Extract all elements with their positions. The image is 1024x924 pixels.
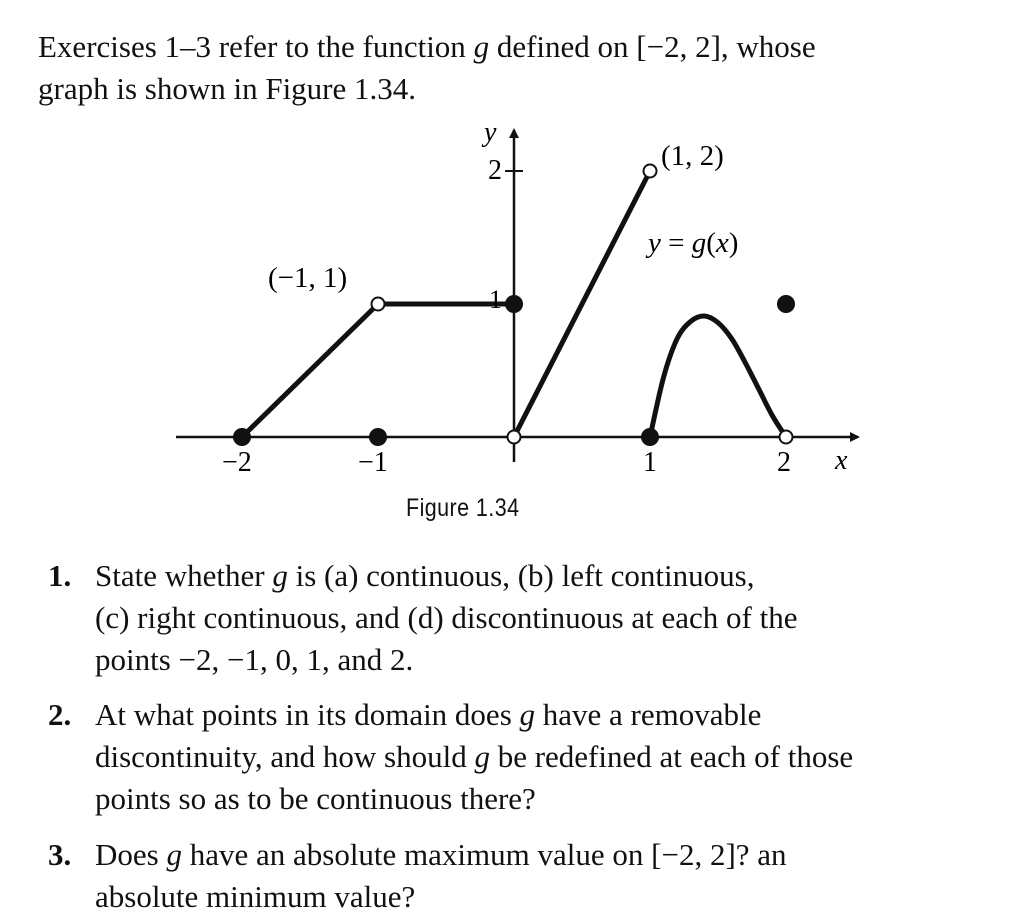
x-tick-label-1: 1 bbox=[643, 447, 657, 478]
y-axis-label: y bbox=[484, 117, 497, 148]
exercise-1 bbox=[38, 555, 998, 681]
x-tick-label-neg1: −1 bbox=[358, 447, 388, 478]
x-axis-label: x bbox=[835, 445, 848, 476]
function-g: g bbox=[474, 739, 490, 774]
closed-point bbox=[642, 429, 659, 446]
exercise-number: 1. bbox=[48, 558, 72, 593]
function-label: y = g(x) bbox=[648, 227, 739, 259]
open-point bbox=[644, 165, 657, 178]
graph-segment-1 bbox=[242, 304, 378, 437]
exercise-line: points so as to be continuous there? bbox=[95, 781, 536, 816]
exercise-line: (c) right continuous, and (d) discontinuous at each of the bbox=[95, 600, 798, 635]
function-g: g bbox=[272, 558, 288, 593]
closed-point bbox=[506, 296, 523, 313]
exercise-3 bbox=[38, 834, 998, 918]
graph-arch bbox=[650, 316, 786, 437]
intro-line-1: Exercises 1–3 refer to the function g defined on [−2, 2], whose bbox=[38, 29, 816, 64]
intro-line-2: graph is shown in Figure 1.34. bbox=[38, 71, 417, 106]
x-tick-label-neg2: −2 bbox=[222, 447, 252, 478]
open-point bbox=[780, 431, 793, 444]
y-tick-label-2: 2 bbox=[488, 155, 502, 186]
exercise-number: 2. bbox=[48, 697, 72, 732]
open-point bbox=[372, 298, 385, 311]
exercise-line: Does g have an absolute maximum value on [−2, 2]? an bbox=[95, 837, 787, 872]
point-label-1-2: (1, 2) bbox=[661, 140, 724, 172]
figure-caption: Figure 1.34 bbox=[406, 494, 520, 522]
closed-point bbox=[234, 429, 251, 446]
point-label-neg1-1: (−1, 1) bbox=[268, 262, 348, 294]
x-tick-label-2: 2 bbox=[777, 447, 791, 478]
y-tick-label-1: 1 bbox=[489, 285, 502, 314]
exercise-number: 3. bbox=[48, 837, 72, 872]
exercise-line: At what points in its domain does g have a removable bbox=[95, 697, 762, 732]
function-g: g bbox=[519, 697, 536, 732]
exercise-line: absolute minimum value? bbox=[95, 879, 416, 914]
function-g: g bbox=[473, 29, 490, 64]
function-g: g bbox=[166, 837, 182, 872]
graph-segment-3 bbox=[514, 171, 650, 437]
open-point bbox=[508, 431, 521, 444]
exercise-2 bbox=[38, 694, 998, 820]
closed-point bbox=[370, 429, 387, 446]
exercise-line: State whether g is (a) continuous, (b) left continuous, bbox=[95, 558, 755, 593]
closed-point bbox=[778, 296, 795, 313]
exercise-line: points −2, −1, 0, 1, and 2. bbox=[95, 642, 414, 677]
exercise-line: discontinuity, and how should g be redefined at each of those bbox=[95, 739, 854, 774]
